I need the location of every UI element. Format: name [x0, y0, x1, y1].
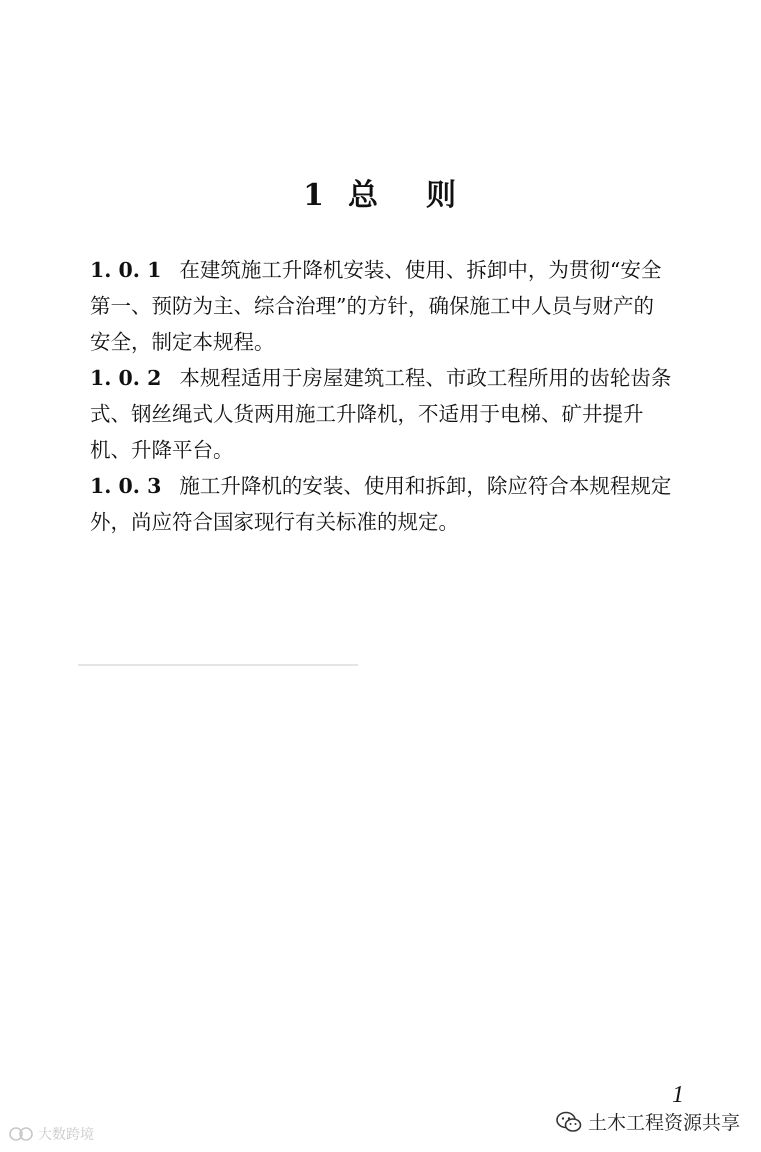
watermark-right-text: 土木工程资源共享	[588, 1112, 741, 1134]
clause-line	[90, 252, 720, 288]
clause-number: 1. 0. 3	[90, 474, 162, 498]
page-title	[0, 170, 761, 214]
wechat-icon	[556, 1111, 582, 1133]
clause-number: 1. 0. 2	[90, 366, 162, 390]
faint-rule	[78, 664, 358, 666]
clause-text: 机、升降平台。	[90, 438, 234, 462]
watermark-right	[556, 1108, 740, 1135]
clause-line	[90, 360, 720, 396]
title-char-2: 则	[425, 178, 458, 213]
clause-text: 安全，制定本规程。	[90, 330, 275, 354]
clause-1-0-1	[90, 252, 720, 360]
clause-list	[90, 252, 720, 540]
page-number: 1	[672, 1082, 684, 1108]
clause-text: 外，尚应符合国家现行有关标准的规定。	[90, 510, 459, 534]
title-char-1: 总	[347, 178, 380, 213]
clause-text: 施工升降机的安装、使用和拆卸，除应符合本规程规定	[179, 474, 672, 498]
clause-1-0-3	[90, 468, 720, 540]
chapter-number: 1	[303, 178, 326, 213]
watermark-left-text: 大数跨境	[38, 1127, 94, 1143]
clause-text: 式、钢丝绳式人货两用施工升降机，不适用于电梯、矿井提升	[90, 402, 644, 426]
logo-icon	[8, 1125, 34, 1143]
clause-line	[90, 468, 720, 504]
clause-1-0-2	[90, 360, 720, 468]
clause-text: 在建筑施工升降机安装、使用、拆卸中，为贯彻“安全	[179, 258, 662, 282]
clause-text: 本规程适用于房屋建筑工程、市政工程所用的齿轮齿条	[179, 366, 672, 390]
clause-number: 1. 0. 1	[90, 258, 162, 282]
clause-text: 第一、预防为主、综合治理”的方针，确保施工中人员与财产的	[90, 294, 654, 318]
watermark-left	[8, 1124, 94, 1144]
